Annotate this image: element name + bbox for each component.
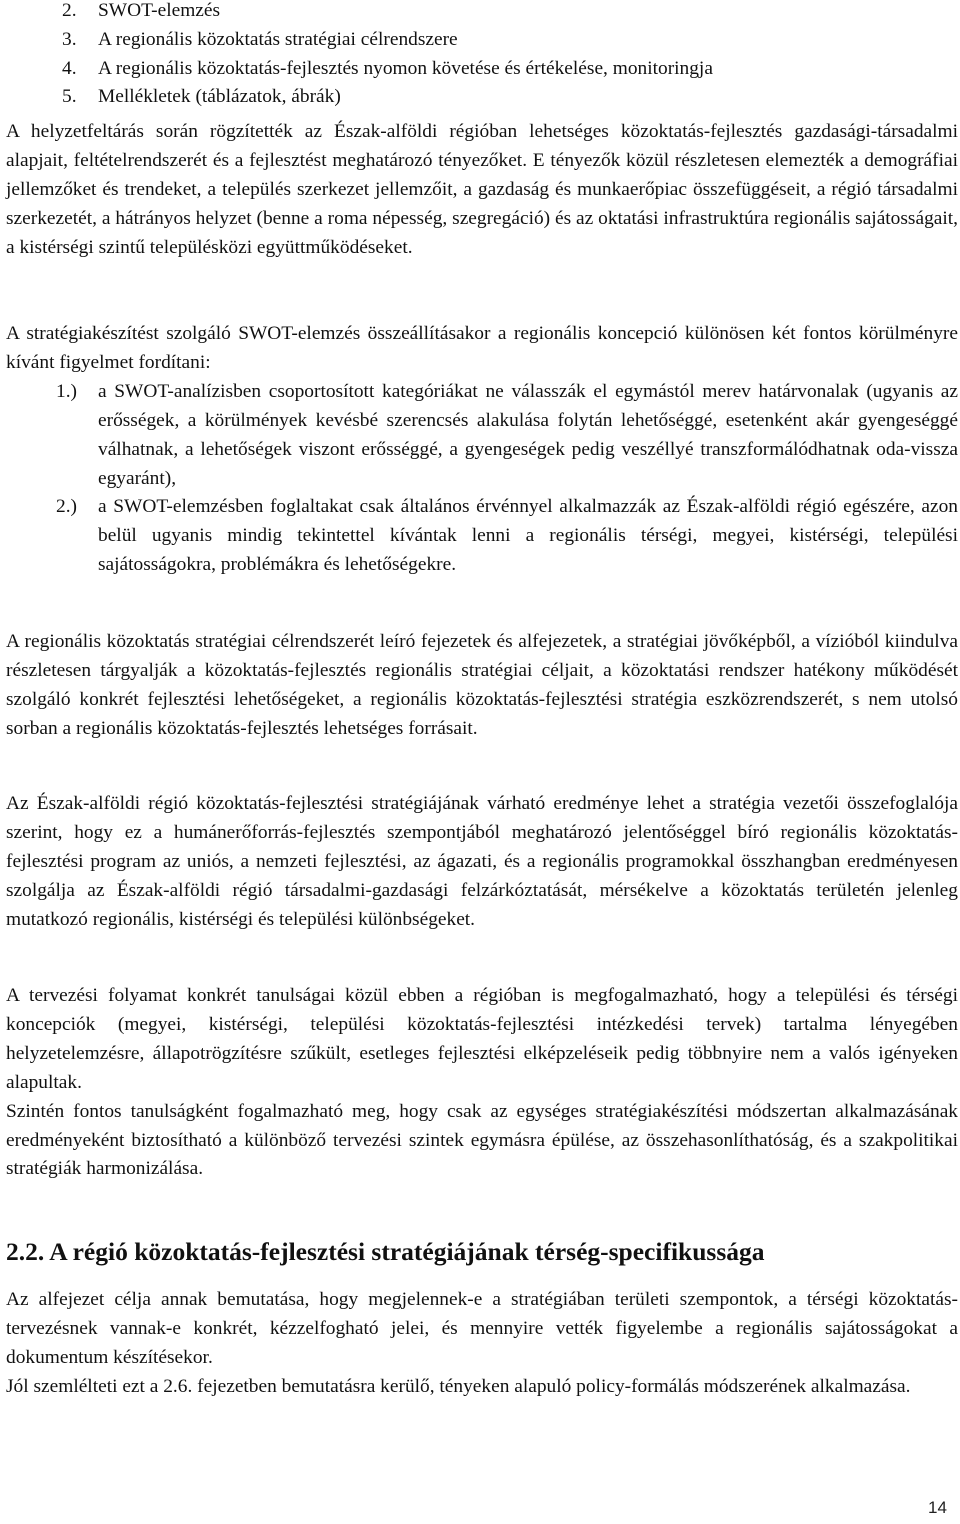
body-block-4 [6,790,958,935]
toc-item-number: 5. [62,86,77,108]
list-item [6,378,958,494]
paragraph-expected-results: Az Észak-alföldi régió közoktatás-fejlesztési stratégiájának várható eredménye lehet a stratégia vezetői összefoglalója szerint, hogy ez a humánerőforrás-fejlesztés szempontjából meghatározó jelentőséggel bíró regionális közoktatás-fejlesztési program az uniós, a nemzeti fejlesztési, az ágazati, és a regionális programokkal összhangban eredményesen szolgálja az Észak-alföldi régió társadalmi-gazdasági felzárkóztatását, mérsékelve a közoktatás területén jelenleg mutatkozó regionális, kistérségi és települési különbségeket. [6,793,958,930]
body-block-6 [6,1286,958,1402]
swot-considerations-list [6,378,958,580]
toc-item-number: 2. [62,0,77,21]
toc-item [62,55,713,84]
body-block-5 [6,982,958,1184]
paragraph-policy-reference: Jól szemlélteti ezt a 2.6. fejezetben bemutatásra kerülő, tényeken alapuló policy-formálás módszerének alkalmazása. [6,1375,911,1397]
paragraph-subsection-goal: Az alfejezet célja annak bemutatása, hogy megjelennek-e a stratégiában területi szempontok, a térségi közoktatás-tervezésnek vannak-e konkrét, kézzelfogható jelei, és mennyire vették figyelembe a regionális sajátosságokat a dokumentum készítésekor. [6,1289,958,1368]
toc-item-number: 4. [62,57,77,79]
toc-item [62,26,713,55]
toc-item-label: A regionális közoktatás-fejlesztés nyomon követése és értékelése, monitoringja [98,57,713,79]
list-item-text: a SWOT-elemzésben foglaltakat csak általános érvénnyel alkalmazzák az Észak-alföldi régió egészére, azon belül ugyanis mindig tekintettel kívántak lenni a regionális térségi, megyei, kistérségi, települési sajátosságokra, problémákra és lehetőségekre. [98,496,958,576]
section-heading-block [6,1236,958,1268]
paragraph-planning-lessons: A tervezési folyamat konkrét tanulságai közül ebben a régióban is megfogalmazható, hogy a települési és térségi koncepciók (megyei, kistérségi, települési közoktatás-fejlesztési intézkedési tervek) tartalma lényegében helyzetelemzésre, állapotrögzítésre szűkült, esetleges fejlesztési elképzeléseik pedig többnyire nem a valós igényeken alapultak. [6,985,958,1093]
body-block-3 [6,628,958,744]
section-heading: 2.2. A régió közoktatás-fejlesztési stratégiájának térség-specifikussága [6,1237,765,1266]
toc-item-number: 3. [62,28,77,50]
paragraph-methodology-lesson: Szintén fontos tanulságként fogalmazható meg, hogy csak az egységes stratégiakészítési módszertan alkalmazásának eredményeként biztosítható a különböző tervezési szintek egymásra épülése, az összehasonlíthatóság, és a szakpolitikai stratégiák harmonizálása. [6,1100,958,1180]
toc-item-label: Mellékletek (táblázatok, ábrák) [98,86,341,108]
toc-list [62,0,713,112]
paragraph-situation-analysis: A helyzetfeltárás során rögzítették az Észak-alföldi régióban lehetséges közoktatás-fejlesztés gazdasági-társadalmi alapjait, feltételrendszerét és a fejlesztést meghatározó tényezőket. E tényezők közül részletesen elemezték a demográfiai jellemzőket és trendeket, a település szerkezet jellemzőit, a gazdaság és munkaerőpiac összefüggéseit, a régió társadalmi szerkezetét, a hátrányos helyzet (benne a roma népesség, szegregáció) és az oktatási infrastruktúra regionális sajátosságait, a kistérségi szintű településközi együttműködéseket. [6,121,958,258]
page-number: 14 [928,1498,947,1517]
list-item-marker: 2.) [56,496,78,518]
toc-item-label: SWOT-elemzés [98,0,221,21]
body-block-2 [6,320,958,580]
toc-item [62,83,713,112]
list-item [6,493,958,580]
body-block-1 [6,118,958,263]
list-item-marker: 1.) [56,380,78,402]
paragraph-swot-intro: A stratégiakészítést szolgáló SWOT-elemzés összeállításakor a regionális koncepció különösen két fontos körülményre kívánt figyelmet fordítani: [6,323,958,373]
paragraph-strategic-goals: A regionális közoktatás stratégiai célrendszerét leíró fejezetek és alfejezetek, a stratégiai jövőképből, a vízióból kiindulva részletesen tárgyalják a közoktatás-fejlesztés regionális stratégiai céljait, a közoktatási rendszer hatékony működését szolgáló konkrét fejlesztési lehetőségeket, a regionális közoktatás-fejlesztési stratégia eszközrendszerét, s nem utolsó sorban a regionális közoktatás-fejlesztés lehetséges forrásait. [6,631,958,739]
toc-item [62,0,713,26]
toc-item-label: A regionális közoktatás stratégiai célrendszere [98,28,458,50]
list-item-text: a SWOT-analízisben csoportosított kategóriákat ne válasszák el egymástól merev határvonalak (ugyanis az erősségek, a körülmények kevésbé szerencsés alakulása folytán lehetőséggé, esetenként akár gyengeséggé válhatnak, a lehetőségek viszont erősséggé, a gyengeségek pedig veszéllyé transzformálódhatnak oda-vissza egyaránt), [98,380,958,489]
